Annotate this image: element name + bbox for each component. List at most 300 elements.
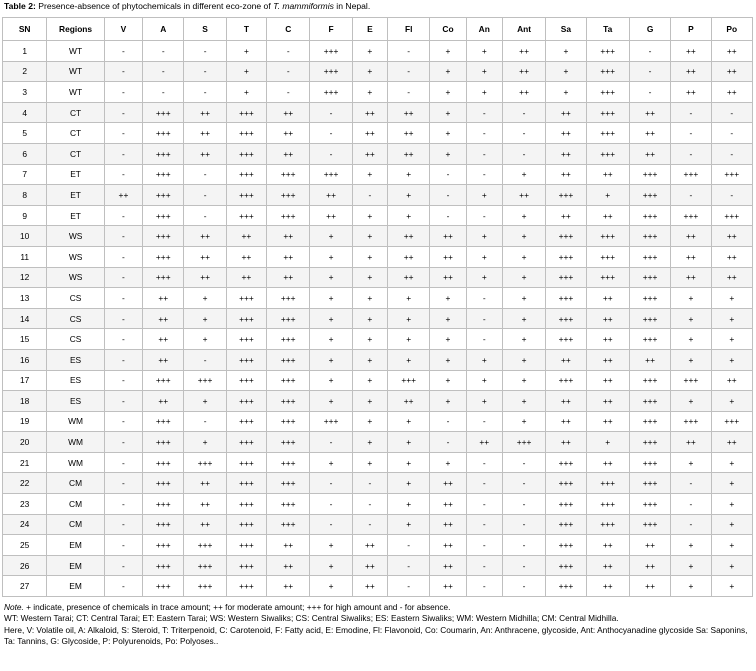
value-cell: - [104,494,142,515]
value-cell: - [466,576,502,597]
row-number-cell: 24 [3,514,47,535]
value-cell: +++ [143,411,184,432]
value-cell: - [184,349,226,370]
value-cell: + [430,41,466,62]
value-cell: - [104,102,142,123]
value-cell: ++ [711,267,752,288]
value-cell: +++ [629,514,670,535]
value-cell: +++ [586,143,629,164]
value-cell: + [546,61,586,82]
value-cell: ++ [184,226,226,247]
column-header: An [466,18,502,41]
value-cell: - [184,61,226,82]
value-cell: ++ [546,123,586,144]
column-header: P [671,18,711,41]
value-cell: +++ [586,123,629,144]
value-cell: - [466,164,502,185]
value-cell: ++ [586,555,629,576]
column-header: F [310,18,352,41]
value-cell: ++ [502,185,545,206]
value-cell: +++ [546,288,586,309]
value-cell: ++ [184,267,226,288]
value-cell: - [388,61,430,82]
value-cell: ++ [430,555,466,576]
value-cell: + [352,391,387,412]
value-cell: +++ [143,555,184,576]
value-cell: - [466,494,502,515]
region-cell: WM [47,411,104,432]
region-cell: WT [47,82,104,103]
region-cell: CT [47,102,104,123]
value-cell: ++ [430,246,466,267]
value-cell: + [430,82,466,103]
value-cell: +++ [546,308,586,329]
value-cell: +++ [546,226,586,247]
value-cell: ++ [267,226,310,247]
value-cell: - [104,370,142,391]
value-cell: ++ [502,61,545,82]
value-cell: ++ [586,164,629,185]
value-cell: ++ [629,143,670,164]
value-cell: ++ [226,246,266,267]
value-cell: +++ [671,164,711,185]
value-cell: - [184,205,226,226]
value-cell: +++ [310,164,352,185]
value-cell: + [586,185,629,206]
region-cell: WT [47,61,104,82]
value-cell: - [104,123,142,144]
value-cell: + [388,308,430,329]
column-header: SN [3,18,47,41]
value-cell: ++ [430,514,466,535]
value-cell: - [502,514,545,535]
value-cell: +++ [226,576,266,597]
region-cell: WM [47,432,104,453]
value-cell: - [671,123,711,144]
row-number-cell: 5 [3,123,47,144]
value-cell: ++ [586,411,629,432]
value-cell: - [104,61,142,82]
region-cell: WM [47,452,104,473]
caption-label: Table 2: [4,1,36,11]
value-cell: +++ [586,246,629,267]
column-header: Po [711,18,752,41]
value-cell: - [388,555,430,576]
table-body [3,41,753,597]
row-number-cell: 3 [3,82,47,103]
value-cell: ++ [388,123,430,144]
value-cell: +++ [143,370,184,391]
table-row [3,102,753,123]
value-cell: +++ [143,185,184,206]
value-cell: ++ [430,473,466,494]
value-cell: - [267,41,310,62]
note-line [4,602,752,613]
value-cell: ++ [184,102,226,123]
column-header: T [226,18,266,41]
value-cell: +++ [226,514,266,535]
value-cell: ++ [502,41,545,62]
column-header: E [352,18,387,41]
region-cell: CM [47,494,104,515]
value-cell: + [502,349,545,370]
value-cell: - [104,246,142,267]
value-cell: +++ [143,514,184,535]
value-cell: ++ [184,514,226,535]
value-cell: +++ [226,473,266,494]
value-cell: - [466,308,502,329]
value-cell: +++ [267,288,310,309]
value-cell: ++ [352,555,387,576]
value-cell: - [502,576,545,597]
value-cell: + [711,308,752,329]
row-number-cell: 16 [3,349,47,370]
value-cell: ++ [430,226,466,247]
value-cell: - [352,185,387,206]
value-cell: + [430,143,466,164]
value-cell: + [388,452,430,473]
value-cell: + [352,452,387,473]
row-number-cell: 9 [3,205,47,226]
value-cell: +++ [226,411,266,432]
value-cell: - [104,267,142,288]
value-cell: - [629,41,670,62]
value-cell: + [502,391,545,412]
table-row [3,411,753,432]
value-cell: + [671,329,711,350]
value-cell: +++ [310,61,352,82]
value-cell: + [352,288,387,309]
value-cell: +++ [629,205,670,226]
value-cell: +++ [226,123,266,144]
value-cell: - [104,329,142,350]
value-cell: - [502,452,545,473]
table-row [3,143,753,164]
value-cell: + [466,370,502,391]
value-cell: +++ [267,164,310,185]
row-number-cell: 7 [3,164,47,185]
value-cell: ++ [586,329,629,350]
value-cell: + [671,452,711,473]
value-cell: + [310,555,352,576]
value-cell: ++ [629,535,670,556]
table-row [3,473,753,494]
value-cell: +++ [586,102,629,123]
value-cell: +++ [629,164,670,185]
value-cell: + [671,535,711,556]
row-number-cell: 11 [3,246,47,267]
value-cell: - [466,535,502,556]
value-cell: + [502,288,545,309]
row-number-cell: 26 [3,555,47,576]
value-cell: ++ [586,370,629,391]
value-cell: +++ [143,432,184,453]
value-cell: +++ [629,411,670,432]
row-number-cell: 17 [3,370,47,391]
value-cell: ++ [267,246,310,267]
value-cell: + [388,514,430,535]
value-cell: +++ [267,432,310,453]
value-cell: + [226,82,266,103]
value-cell: - [502,555,545,576]
value-cell: +++ [671,411,711,432]
value-cell: +++ [226,288,266,309]
value-cell: +++ [388,370,430,391]
row-number-cell: 13 [3,288,47,309]
value-cell: ++ [711,41,752,62]
column-header: Ta [586,18,629,41]
value-cell: +++ [226,391,266,412]
region-cell: ES [47,391,104,412]
value-cell: - [629,82,670,103]
value-cell: ++ [352,102,387,123]
value-cell: ++ [352,123,387,144]
value-cell: +++ [267,370,310,391]
value-cell: - [267,82,310,103]
value-cell: + [352,41,387,62]
table-row [3,370,753,391]
value-cell: - [104,411,142,432]
value-cell: +++ [671,370,711,391]
value-cell: +++ [267,185,310,206]
value-cell: + [310,370,352,391]
value-cell: ++ [711,432,752,453]
value-cell: - [104,349,142,370]
value-cell: ++ [352,576,387,597]
value-cell: - [104,205,142,226]
value-cell: + [388,288,430,309]
table-row [3,391,753,412]
value-cell: +++ [226,185,266,206]
value-cell: - [466,102,502,123]
value-cell: - [671,185,711,206]
table-row [3,185,753,206]
value-cell: + [711,494,752,515]
value-cell: +++ [586,494,629,515]
value-cell: +++ [184,370,226,391]
value-cell: ++ [388,226,430,247]
value-cell: - [711,185,752,206]
table-row [3,494,753,515]
value-cell: + [310,226,352,247]
value-cell: +++ [267,473,310,494]
value-cell: ++ [586,288,629,309]
row-number-cell: 27 [3,576,47,597]
column-header: S [184,18,226,41]
value-cell: ++ [546,349,586,370]
region-cell: WS [47,246,104,267]
value-cell: +++ [502,432,545,453]
table-row [3,432,753,453]
value-cell: +++ [546,494,586,515]
table-header-row [3,18,753,41]
value-cell: +++ [546,329,586,350]
value-cell: ++ [546,411,586,432]
value-cell: - [352,494,387,515]
value-cell: - [184,185,226,206]
value-cell: - [711,143,752,164]
value-cell: ++ [671,41,711,62]
value-cell: - [310,514,352,535]
value-cell: - [184,411,226,432]
row-number-cell: 6 [3,143,47,164]
table-row [3,205,753,226]
value-cell: - [466,411,502,432]
value-cell: +++ [310,41,352,62]
value-cell: - [502,494,545,515]
value-cell: +++ [586,267,629,288]
region-cell: ET [47,185,104,206]
value-cell: + [430,329,466,350]
value-cell: + [352,226,387,247]
value-cell: + [430,349,466,370]
value-cell: ++ [430,576,466,597]
table-row [3,61,753,82]
region-cell: WT [47,41,104,62]
value-cell: ++ [388,143,430,164]
column-header: Fl [388,18,430,41]
value-cell: +++ [586,61,629,82]
value-cell: + [502,329,545,350]
region-cell: CS [47,308,104,329]
value-cell: + [352,349,387,370]
value-cell: +++ [546,267,586,288]
column-header: G [629,18,670,41]
region-cell: ET [47,205,104,226]
row-number-cell: 8 [3,185,47,206]
note-label: Note. [4,602,24,612]
value-cell: +++ [143,164,184,185]
value-cell: - [184,164,226,185]
value-cell: +++ [586,514,629,535]
table-row [3,226,753,247]
table-row [3,329,753,350]
abbreviations-legend: Here, V: Volatile oil, A: Alkaloid, S: Steroid, T: Triterpenoid, C: Carotenoid, F: Fatty acid, E: Emodine, Fl: Flavonoid, Co: Coumarin, An: Anthracene, glycoside, Ant: Anthocyanadine glycoside Sa: Saponins, Ta: Tannins, G: Glycoside, P: Polyurenoids, Po: Polyoses.. [4,624,748,646]
value-cell: + [388,329,430,350]
value-cell: ++ [586,349,629,370]
value-cell: - [310,494,352,515]
value-cell: - [671,102,711,123]
value-cell: - [388,535,430,556]
value-cell: +++ [711,164,752,185]
value-cell: ++ [671,432,711,453]
value-cell: ++ [586,391,629,412]
value-cell: ++ [430,267,466,288]
value-cell: - [143,41,184,62]
value-cell: ++ [267,143,310,164]
value-cell: ++ [352,535,387,556]
value-cell: ++ [143,391,184,412]
table-notes [4,602,752,647]
value-cell: + [671,555,711,576]
caption-species: T. mammiformis [273,1,334,11]
value-cell: +++ [143,143,184,164]
value-cell: - [184,82,226,103]
value-cell: + [502,411,545,432]
value-cell: - [430,164,466,185]
value-cell: ++ [143,329,184,350]
value-cell: - [104,82,142,103]
value-cell: ++ [546,205,586,226]
value-cell: ++ [711,246,752,267]
value-cell: + [352,308,387,329]
value-cell: ++ [586,205,629,226]
value-cell: - [184,41,226,62]
value-cell: + [711,576,752,597]
value-cell: +++ [143,226,184,247]
value-cell: ++ [388,102,430,123]
value-cell: ++ [143,308,184,329]
phytochemical-table [2,17,753,597]
value-cell: + [352,329,387,350]
value-cell: + [430,123,466,144]
value-cell: - [310,432,352,453]
value-cell: + [466,391,502,412]
value-cell: - [430,432,466,453]
row-number-cell: 22 [3,473,47,494]
value-cell: - [388,41,430,62]
value-cell: ++ [184,494,226,515]
value-cell: ++ [430,535,466,556]
value-cell: + [352,370,387,391]
value-cell: ++ [586,308,629,329]
value-cell: +++ [629,246,670,267]
value-cell: ++ [671,267,711,288]
value-cell: + [388,494,430,515]
value-cell: + [586,432,629,453]
value-cell: +++ [546,370,586,391]
region-cell: CS [47,329,104,350]
value-cell: + [184,391,226,412]
value-cell: - [466,329,502,350]
column-header: C [267,18,310,41]
value-cell: - [502,473,545,494]
table-row [3,535,753,556]
value-cell: +++ [267,308,310,329]
region-cell: CM [47,514,104,535]
value-cell: ++ [586,576,629,597]
value-cell: + [352,164,387,185]
region-cell: CT [47,123,104,144]
value-cell: + [671,391,711,412]
value-cell: + [502,205,545,226]
value-cell: +++ [143,123,184,144]
value-cell: - [310,143,352,164]
value-cell: ++ [310,185,352,206]
region-cell: CT [47,143,104,164]
value-cell: +++ [143,205,184,226]
value-cell: +++ [629,308,670,329]
value-cell: - [104,452,142,473]
value-cell: +++ [629,185,670,206]
value-cell: + [466,267,502,288]
row-number-cell: 21 [3,452,47,473]
value-cell: +++ [143,576,184,597]
value-cell: ++ [711,82,752,103]
value-cell: +++ [546,473,586,494]
value-cell: + [226,41,266,62]
value-cell: + [502,370,545,391]
region-cell: EM [47,576,104,597]
table-row [3,555,753,576]
value-cell: +++ [226,555,266,576]
value-cell: ++ [267,576,310,597]
value-cell: ++ [226,226,266,247]
value-cell: - [310,473,352,494]
value-cell: + [430,61,466,82]
value-cell: + [184,432,226,453]
value-cell: - [466,473,502,494]
